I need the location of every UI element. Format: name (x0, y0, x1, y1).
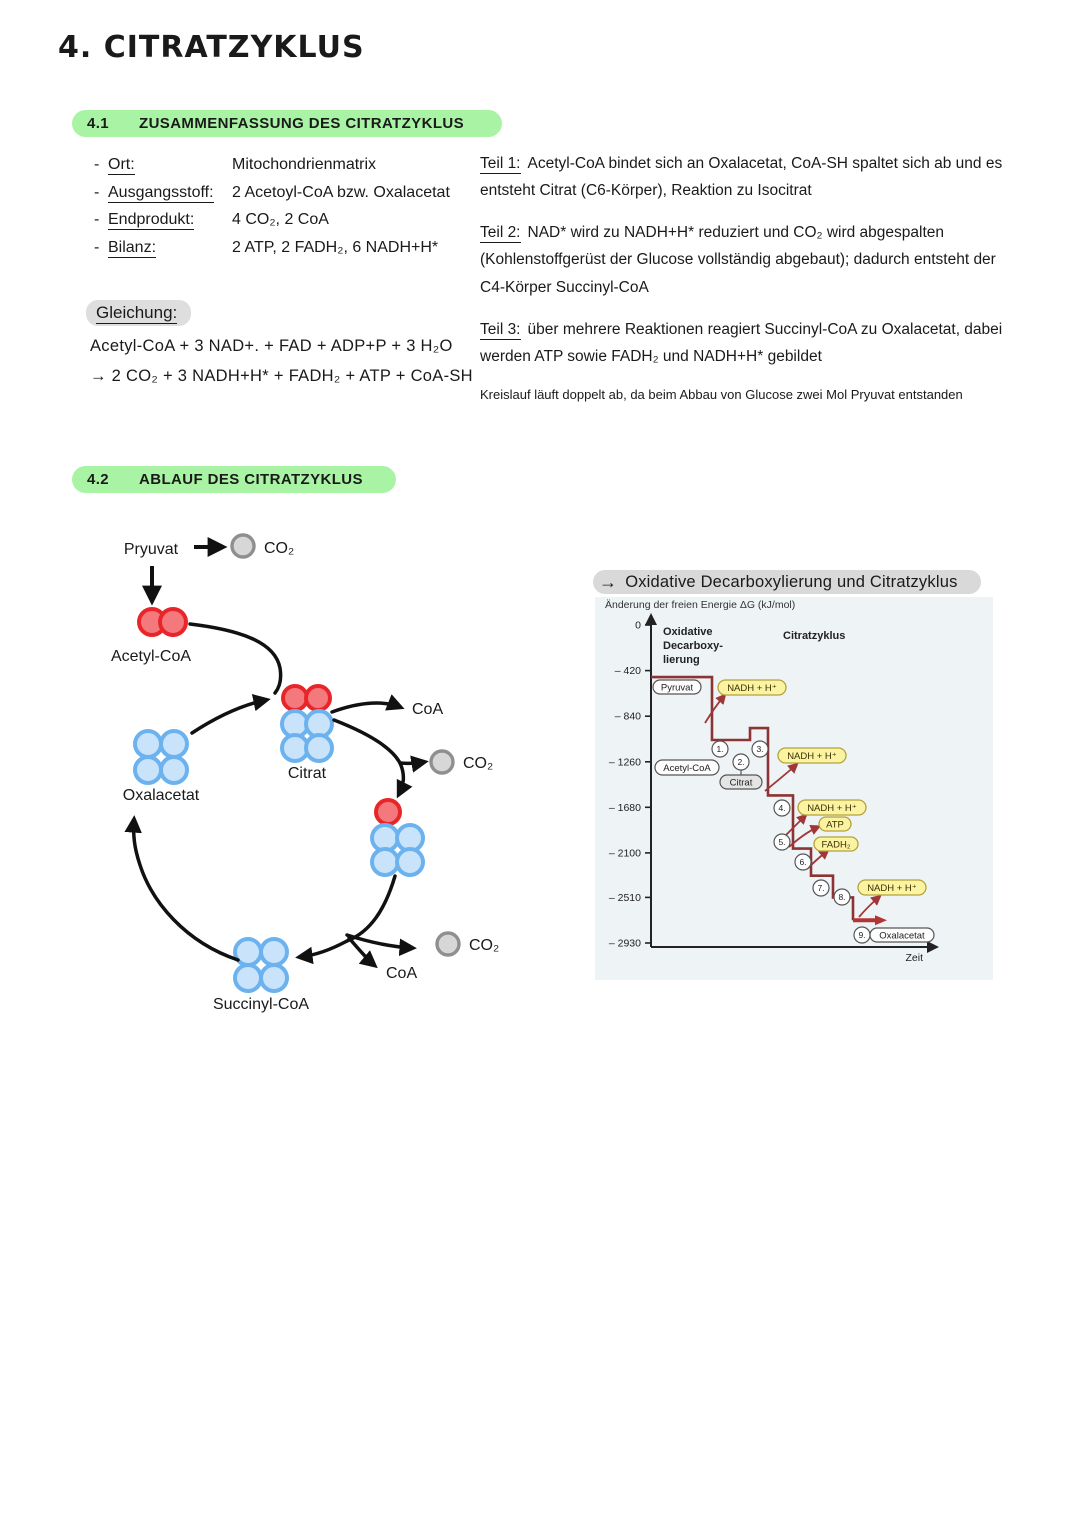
teil-1-label: Teil 1: (480, 155, 521, 172)
ketoglutarat-molecule (372, 800, 423, 875)
svg-text:– 1260: – 1260 (608, 756, 641, 769)
equation-heading-highlight (86, 300, 191, 326)
co2-mid-label: CO₂ (463, 755, 494, 772)
y-tick (609, 892, 651, 904)
coa-lower-label: CoA (386, 965, 418, 982)
svg-text:3.: 3. (756, 744, 764, 754)
svg-text:1.: 1. (716, 744, 724, 754)
succinyl-coa-label: Succinyl-CoA (212, 996, 310, 1013)
teil-2-label: Teil 2: (480, 224, 521, 242)
acetyl-to-citrat-curve (190, 624, 281, 693)
citrate-cycle-diagram (70, 520, 510, 1020)
station-citrat (720, 769, 762, 789)
section-42-header (72, 466, 396, 493)
co2-molecule-bottom (437, 933, 459, 955)
co2-molecule-mid (431, 751, 453, 773)
citrat-molecule (282, 686, 332, 761)
energy-chart (593, 570, 995, 982)
teil-3-paragraph (480, 316, 1014, 370)
svg-text:Decarboxy-: Decarboxy- (663, 640, 723, 652)
pryuvat-label: Pryuvat (123, 541, 179, 558)
teil-1-text: Acetyl-CoA bindet sich an Oxalacetat, CoA-SH spaltet sich ab und es entsteht Citrat (C6-Körper), Reaktion zu Isocitrat (480, 155, 1003, 200)
fact-value: 2 Acetoyl-CoA bzw. Oxalacetat (232, 183, 450, 201)
station-oxalacetat (870, 928, 934, 942)
svg-text:– 840: – 840 (614, 710, 641, 723)
oxalacetat-to-citrat-arrow (192, 700, 266, 733)
y-tick (609, 756, 651, 768)
footnote: Kreislauf läuft doppelt ab, da beim Abbau von Glucose zwei Mol Pryuvat entstanden (480, 386, 963, 402)
chart-x-axis-label: Zeit (905, 952, 923, 964)
fact-row-endprodukt (94, 206, 450, 234)
y-tick (635, 620, 651, 632)
citrat-to-coa-arrow (332, 703, 400, 712)
svg-text:5.: 5. (778, 837, 786, 847)
oxalacetat-label: Oxalacetat (122, 787, 200, 804)
svg-text:7.: 7. (817, 883, 825, 893)
fact-label: Bilanz: (108, 238, 157, 256)
product-nadh-2 (778, 748, 846, 763)
equation-line-2: → 2 CO₂ + 3 NADH+H* + FADH₂ + ATP + CoA-SH (90, 367, 473, 385)
equation-block (86, 300, 473, 386)
chart-title: Oxidative Decarboxylierung und Citratzyklus (625, 572, 958, 591)
chart-title-highlight (593, 570, 981, 594)
y-tick (609, 802, 651, 814)
chart-plot (593, 595, 993, 980)
page-title: 4. CITRATZYKLUS (58, 30, 365, 65)
svg-text:6.: 6. (799, 857, 807, 867)
fact-row-bilanz (94, 234, 450, 262)
coa-upper-label: CoA (412, 701, 444, 718)
co2-molecule-top (232, 535, 254, 557)
fact-row-ort (94, 151, 450, 179)
station-pyruvat (653, 680, 701, 694)
fact-value: 4 CO₂, 2 CoA (232, 211, 329, 228)
fact-value: 2 ATP, 2 FADH₂, 6 NADH+H* (232, 238, 439, 256)
svg-text:FADH₂: FADH₂ (821, 839, 851, 851)
svg-text:Acetyl-CoA: Acetyl-CoA (663, 763, 711, 774)
teil-1-paragraph (480, 150, 1014, 204)
product-nadh-3 (798, 800, 866, 815)
bullet: - (94, 156, 100, 173)
svg-text:NADH + H⁺: NADH + H⁺ (787, 751, 837, 762)
parts-column (480, 150, 1014, 419)
section-41-number: 4.1 (87, 115, 110, 132)
oxalacetat-molecule (135, 731, 187, 783)
teil-3-text: über mehrere Reaktionen reagiert Succinyl-CoA zu Oxalacetat, dabei werden ATP sowie FADH₂ und NADH+H* gebildet (480, 320, 1003, 365)
svg-text:8.: 8. (838, 892, 846, 902)
fact-row-ausgangsstoff (94, 179, 450, 207)
y-tick (615, 711, 651, 723)
acetyl-coa-label: Acetyl-CoA (110, 648, 192, 665)
svg-text:Pyruvat: Pyruvat (660, 682, 694, 694)
svg-text:– 2100: – 2100 (608, 847, 641, 860)
product-nadh-1 (718, 680, 786, 695)
section-41-title: ZUSAMMENFASSUNG DES CITRATZYKLUS (139, 115, 465, 132)
citrat-down-curve (334, 720, 400, 763)
succinyl-to-oxalacetat-arrow (134, 820, 238, 960)
svg-text:– 420: – 420 (614, 665, 641, 678)
acetyl-coa-molecule (139, 609, 186, 635)
svg-text:ATP: ATP (826, 819, 844, 831)
branch-to-ketoglutarat-arrow (399, 763, 403, 794)
svg-text:lierung: lierung (663, 654, 700, 666)
section-41-header (72, 110, 502, 137)
fact-label: Ort: (108, 156, 135, 173)
branch-to-co2-mid-arrow (400, 762, 424, 763)
to-succinyl-arrow (300, 941, 347, 957)
svg-text:– 2930: – 2930 (608, 937, 641, 950)
svg-text:NADH + H⁺: NADH + H⁺ (727, 683, 777, 694)
svg-text:Oxalacetat: Oxalacetat (879, 930, 925, 942)
fact-label: Ausgangsstoff: (108, 183, 214, 201)
fact-value: Mitochondrienmatrix (232, 156, 377, 173)
svg-text:– 2510: – 2510 (608, 891, 641, 904)
y-tick (615, 665, 651, 677)
product-fadh2 (814, 837, 858, 851)
equation-line-1: Acetyl-CoA + 3 NAD+. + FAD + ADP+P + 3 H₂O (90, 337, 453, 355)
section-42-number: 4.2 (87, 471, 110, 488)
section-42-title: ABLAUF DES CITRATZYKLUS (139, 471, 363, 488)
station-acetyl-coa (655, 760, 719, 775)
equation-heading: Gleichung: (96, 303, 178, 322)
co2-top-label: CO₂ (264, 540, 295, 557)
arrow-icon: → (599, 571, 618, 592)
bullet: - (94, 238, 100, 256)
succinyl-coa-molecule (235, 939, 287, 991)
y-tick (609, 847, 651, 859)
teil-2-text: NAD* wird zu NADH+H* reduziert und CO₂ wird abgespalten (Kohlenstoffgerüst der Glucose vollständig abgebaut); dadurch entsteht der C4-Körper Succinyl-CoA (480, 224, 996, 296)
product-nadh-4 (858, 880, 926, 895)
bullet: - (94, 183, 100, 201)
co2-lower-label: CO₂ (469, 937, 500, 954)
end-arrow-head (875, 915, 887, 925)
svg-text:2.: 2. (737, 757, 745, 767)
teil-3-label: Teil 3: (480, 320, 521, 338)
svg-text:Citrat: Citrat (729, 777, 753, 789)
fact-label: Endprodukt: (108, 211, 195, 228)
product-atp (819, 817, 851, 831)
svg-text:NADH + H⁺: NADH + H⁺ (807, 803, 857, 814)
svg-text:– 1680: – 1680 (608, 801, 641, 814)
facts-list (94, 151, 450, 261)
svg-text:4.: 4. (778, 803, 786, 813)
ketoglutarat-down-curve (347, 876, 395, 941)
chart-y-axis-title: Änderung der freien Energie ΔG (kJ/mol) (605, 599, 796, 611)
region-label-citratzyklus: Citratzyklus (783, 630, 846, 642)
citrat-label: Citrat (287, 765, 327, 782)
svg-text:0: 0 (635, 619, 641, 632)
svg-text:9.: 9. (858, 930, 866, 940)
region-label-oxidative-decarboxylierung (663, 626, 723, 666)
y-tick (609, 938, 651, 950)
bullet: - (94, 211, 100, 228)
teil-2-paragraph (480, 219, 1014, 300)
svg-text:NADH + H⁺: NADH + H⁺ (867, 883, 917, 894)
svg-text:Oxidative: Oxidative (663, 626, 713, 638)
